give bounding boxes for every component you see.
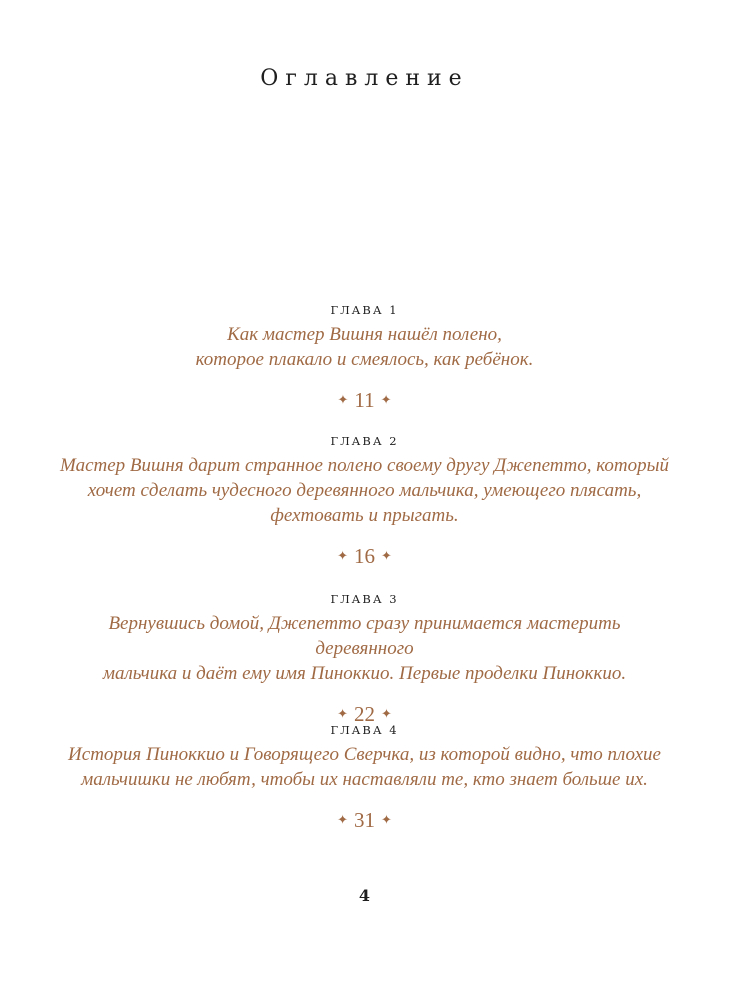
chapter-label: ГЛАВА 2: [330, 434, 399, 448]
chapter-label: ГЛАВА 4: [330, 723, 399, 737]
chapter-description: Как мастер Вишня нашёл полено, которое плакало и смеялось, как ребёнок.: [195, 324, 534, 370]
chapter-label: ГЛАВА 3: [330, 592, 399, 606]
chapter-page-ref: [60, 388, 669, 412]
star-ornament-icon: ✦: [381, 706, 392, 721]
chapter-description: Вернувшись домой, Джепетто сразу принимается мастерить деревянного мальчика и даёт ему имя Пиноккио. Первые проделки Пиноккио.: [102, 613, 627, 684]
star-ornament-icon: ✦: [337, 706, 348, 721]
chapter-page-number: 16: [354, 544, 375, 568]
chapter-description: История Пиноккио и Говорящего Сверчка, из которой видно, что плохие мальчишки не любят, чтобы их наставляли те, кто знает больше их.: [68, 744, 661, 790]
star-ornament-icon: ✦: [337, 548, 348, 563]
chapter-description: Мастер Вишня дарит странное полено своему другу Джепетто, который хочет сделать чудесного деревянного мальчика, умеющего плясать, фехтовать и прыгать.: [60, 455, 669, 526]
star-ornament-icon: ✦: [337, 392, 349, 407]
toc-entry-chapter-1[interactable]: [60, 302, 669, 412]
star-ornament-icon: ✦: [381, 548, 392, 563]
toc-entry-chapter-4[interactable]: [60, 722, 669, 832]
chapter-page-number: 11: [354, 388, 375, 412]
chapter-page-number: 22: [354, 702, 375, 726]
chapter-label: ГЛАВА 1: [330, 303, 399, 317]
star-ornament-icon: ✦: [380, 392, 392, 407]
chapter-page-ref: [60, 544, 669, 568]
chapter-page-ref: [60, 808, 669, 832]
page-number: 4: [358, 886, 371, 905]
toc-entry-chapter-3[interactable]: [60, 591, 669, 726]
star-ornament-icon: ✦: [381, 812, 392, 827]
star-ornament-icon: ✦: [337, 812, 348, 827]
chapter-page-number: 31: [354, 808, 375, 832]
toc-entry-chapter-2[interactable]: [60, 433, 669, 568]
page-title: Оглавление: [260, 66, 469, 91]
